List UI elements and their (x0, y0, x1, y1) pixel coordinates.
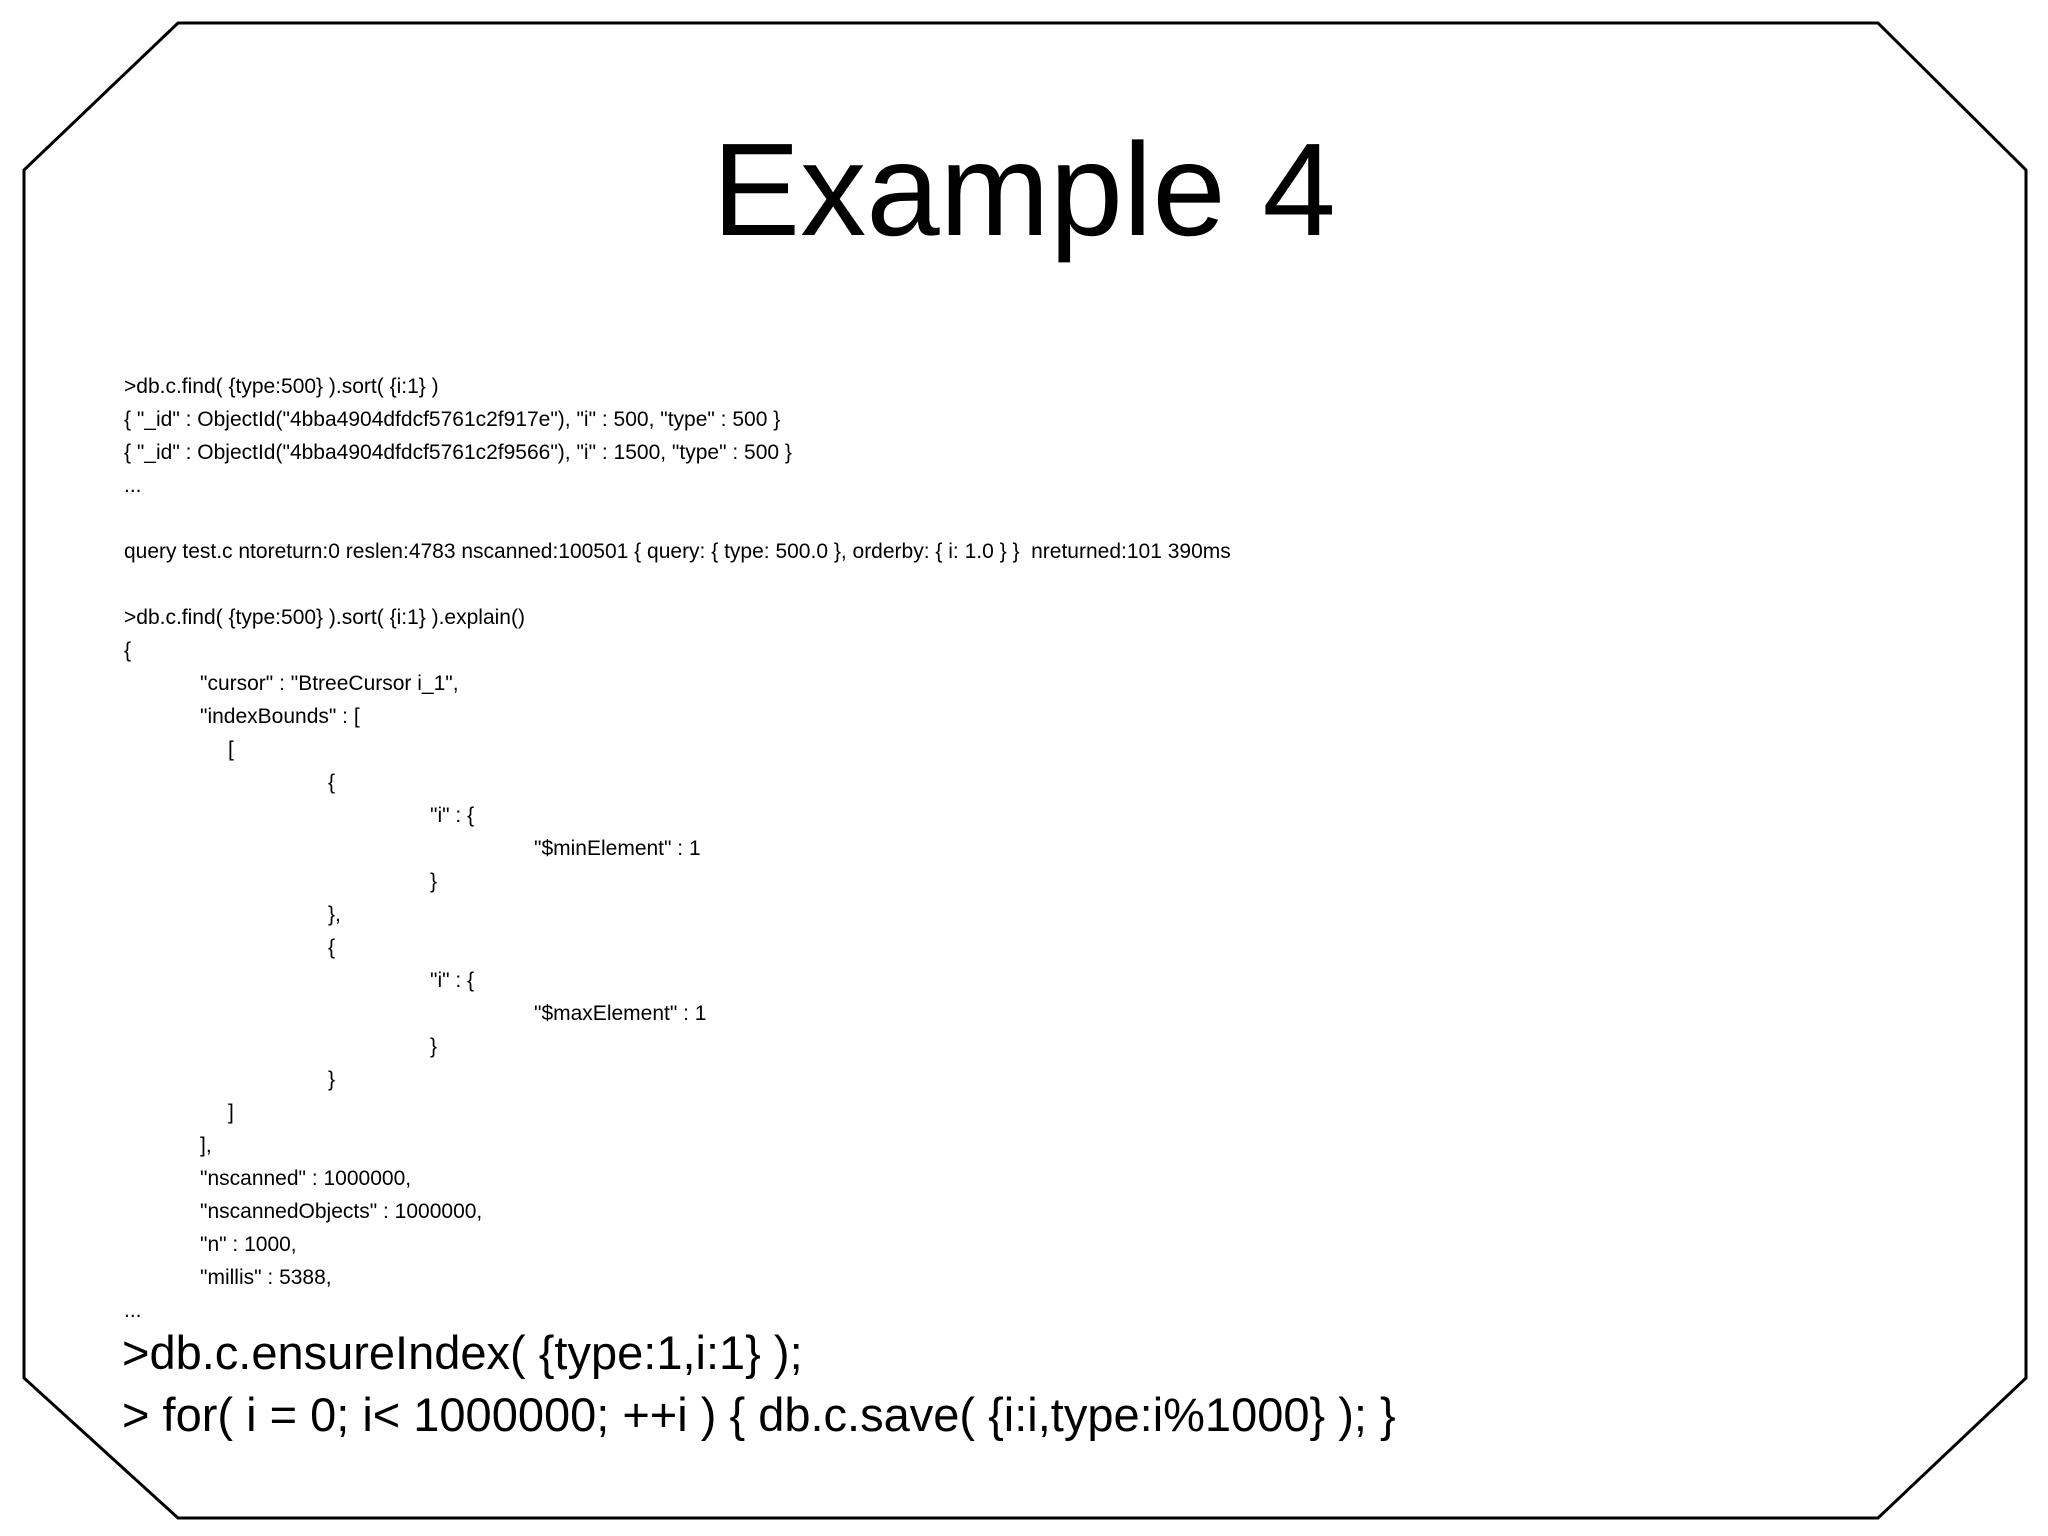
code-line: ... (124, 1299, 142, 1322)
code-line: "$minElement" : 1 (534, 837, 701, 860)
code-line: [ (228, 738, 234, 761)
code-line: "nscannedObjects" : 1000000, (200, 1200, 483, 1223)
code-line: { (328, 936, 336, 959)
code-line: "$maxElement" : 1 (534, 1002, 707, 1025)
code-line: { "_id" : ObjectId("4bba4904dfdcf5761c2f9566"), "i" : 1500, "type" : 500 } (124, 441, 792, 464)
command-line: >db.c.ensureIndex( {type:1,i:1} ); (122, 1326, 803, 1379)
slide-title: Example 4 (712, 116, 1336, 263)
code-line: query test.c ntoreturn:0 reslen:4783 nscanned:100501 { query: { type: 500.0 }, orderby: { i: 1.0 } } nreturned:101 390ms (124, 540, 1231, 563)
code-line: "indexBounds" : [ (200, 705, 360, 728)
code-line: "i" : { (430, 969, 475, 992)
code-line: ] (228, 1101, 234, 1124)
code-line: ], (200, 1134, 212, 1157)
command-line: > for( i = 0; i< 1000000; ++i ) { db.c.save( {i:i,type:i%1000} ); } (122, 1388, 1396, 1441)
code-line: "n" : 1000, (200, 1233, 297, 1256)
code-line: ... (124, 474, 142, 497)
code-line: "millis" : 5388, (200, 1266, 332, 1289)
code-line: { (124, 639, 132, 662)
code-line: >db.c.find( {type:500} ).sort( {i:1} ) (124, 375, 439, 398)
code-line: { "_id" : ObjectId("4bba4904dfdcf5761c2f917e"), "i" : 500, "type" : 500 } (124, 408, 781, 431)
code-line: "cursor" : "BtreeCursor i_1", (200, 672, 459, 695)
code-line: >db.c.find( {type:500} ).sort( {i:1} ).explain() (124, 606, 525, 629)
code-line: "i" : { (430, 804, 475, 827)
code-line: { (328, 771, 336, 794)
code-line: "nscanned" : 1000000, (200, 1167, 412, 1190)
code-line: } (328, 1068, 336, 1091)
code-line: } (430, 1035, 438, 1058)
code-line: }, (328, 903, 341, 926)
code-line: } (430, 870, 438, 893)
